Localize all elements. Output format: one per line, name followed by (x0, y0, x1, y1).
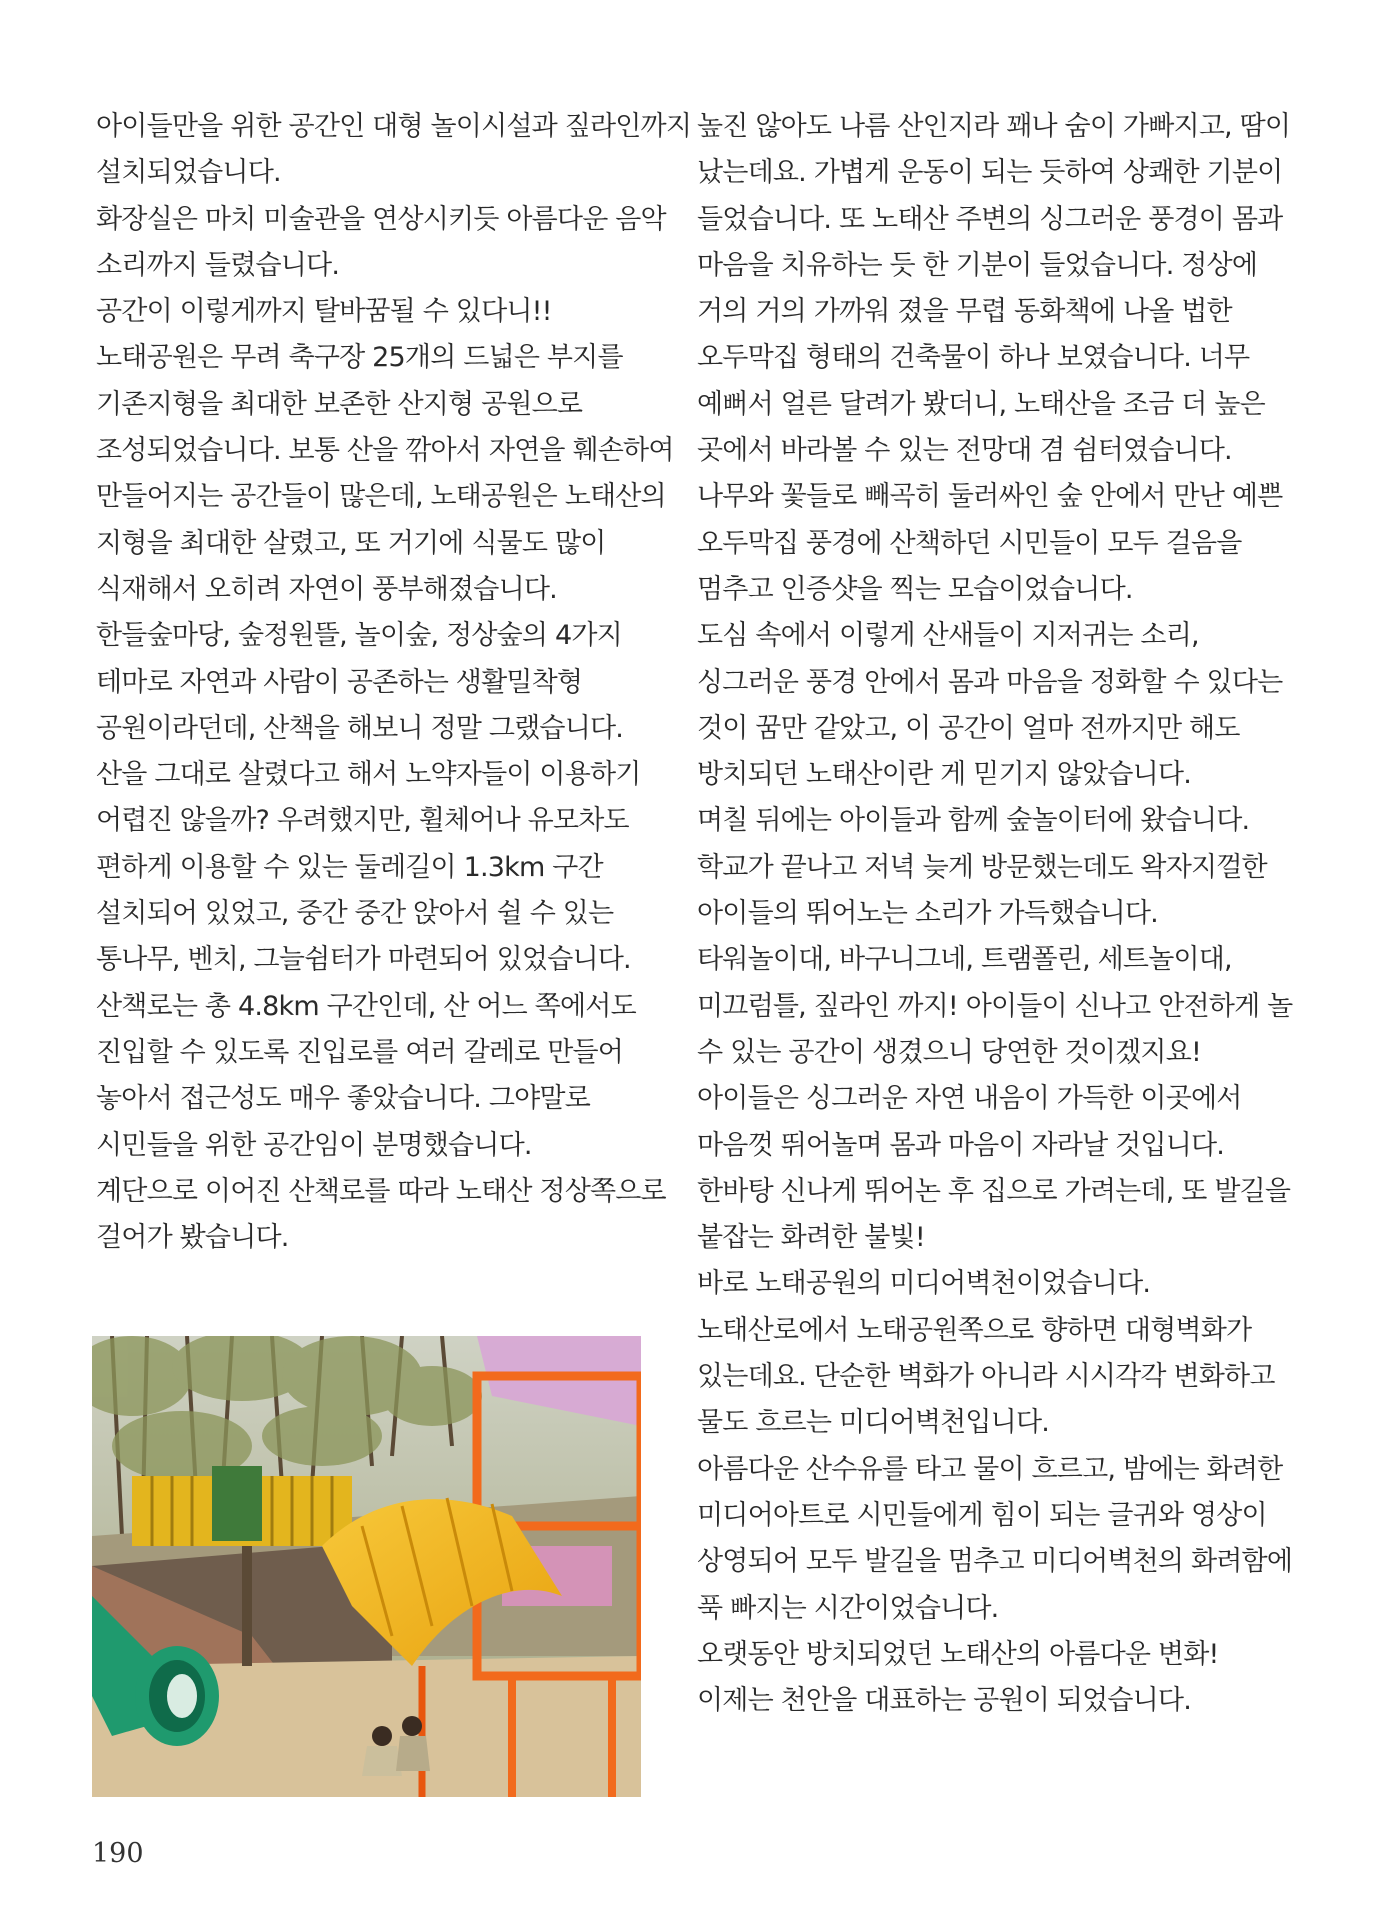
page-number: 190 (92, 1838, 144, 1869)
text-line: 마음을 치유하는 듯 한 기분이 들었습니다. 정상에 (697, 249, 1258, 281)
text-line: 시민들을 위한 공간임이 분명했습니다. (96, 1129, 532, 1161)
text-line: 거의 거의 가까워 졌을 무렵 동화책에 나올 법한 (697, 296, 1232, 328)
text-line: 조성되었습니다. 보통 산을 깎아서 자연을 훼손하여 (96, 435, 674, 467)
text-line: 싱그러운 풍경 안에서 몸과 마음을 정화할 수 있다는 (697, 666, 1283, 698)
text-line: 만들어지는 공간들이 많은데, 노태공원은 노태산의 (96, 481, 666, 513)
text-line: 걸어가 봤습니다. (96, 1222, 289, 1254)
text-line: 테마로 자연과 사람이 공존하는 생활밀착형 (96, 666, 583, 698)
text-line: 한바탕 신나게 뛰어논 후 집으로 가려는데, 또 발길을 (697, 1175, 1291, 1207)
text-line: 학교가 끝나고 저녁 늦게 방문했는데도 왁자지껄한 (697, 851, 1267, 883)
text-line: 오랫동안 방치되었던 노태산의 아름다운 변화! (697, 1638, 1219, 1670)
text-line: 멈추고 인증샷을 찍는 모습이었습니다. (697, 573, 1133, 605)
text-line: 아이들의 뛰어노는 소리가 가득했습니다. (697, 898, 1158, 930)
text-line: 곳에서 바라볼 수 있는 전망대 겸 쉼터였습니다. (697, 435, 1232, 467)
text-line: 물도 흐르는 미디어벽천입니다. (697, 1407, 1050, 1439)
text-line: 바로 노태공원의 미디어벽천이었습니다. (697, 1268, 1151, 1300)
text-line: 예뻐서 얼른 달려가 봤더니, 노태산을 조금 더 높은 (697, 388, 1265, 420)
text-line: 한들숲마당, 숲정원뜰, 놀이숲, 정상숲의 4가지 (96, 620, 622, 652)
text-line: 식재해서 오히려 자연이 풍부해졌습니다. (96, 573, 557, 605)
text-line: 타워놀이대, 바구니그네, 트램폴린, 세트놀이대, (697, 944, 1232, 976)
text-line: 설치되었습니다. (96, 157, 281, 189)
text-line: 화장실은 마치 미술관을 연상시키듯 아름다운 음악 (96, 203, 666, 235)
text-line: 통나무, 벤치, 그늘쉼터가 마련되어 있었습니다. (96, 944, 631, 976)
text-line: 편하게 이용할 수 있는 둘레길이 1.3km 구간 (96, 851, 603, 883)
text-line: 설치되어 있었고, 중간 중간 앉아서 쉴 수 있는 (96, 898, 614, 930)
text-line: 오두막집 형태의 건축물이 하나 보였습니다. 너무 (697, 342, 1250, 374)
text-line: 것이 꿈만 같았고, 이 공간이 얼마 전까지만 해도 (697, 712, 1240, 744)
text-line: 며칠 뒤에는 아이들과 함께 숲놀이터에 왔습니다. (697, 805, 1250, 837)
text-line: 들었습니다. 또 노태산 주변의 싱그러운 풍경이 몸과 (697, 203, 1283, 235)
text-line: 마음껏 뛰어놀며 몸과 마음이 자라날 것입니다. (697, 1129, 1225, 1161)
text-line: 기존지형을 최대한 보존한 산지형 공원으로 (96, 388, 583, 420)
text-line: 났는데요. 가볍게 운동이 되는 듯하여 상쾌한 기분이 (697, 157, 1283, 189)
text-line: 도심 속에서 이렇게 산새들이 지저귀는 소리, (697, 620, 1199, 652)
text-line: 수 있는 공간이 생겼으니 당연한 것이겠지요! (697, 1036, 1202, 1068)
text-line: 산책로는 총 4.8km 구간인데, 산 어느 쪽에서도 (96, 990, 636, 1022)
text-line: 미디어아트로 시민들에게 힘이 되는 글귀와 영상이 (697, 1499, 1267, 1531)
left-text-column (96, 104, 692, 1261)
text-line: 상영되어 모두 발길을 멈추고 미디어벽천의 화려함에 (697, 1546, 1293, 1578)
deck-post (242, 1546, 252, 1666)
text-line: 소리까지 들렸습니다. (96, 249, 340, 281)
text-line: 진입할 수 있도록 진입로를 여러 갈레로 만들어 (96, 1036, 624, 1068)
text-line: 아이들은 싱그러운 자연 내음이 가득한 이곳에서 (697, 1083, 1242, 1115)
text-line: 미끄럼틀, 짚라인 까지! 아이들이 신나고 안전하게 놀 (697, 990, 1293, 1022)
green-panel (212, 1466, 262, 1541)
text-line: 공간이 이렇게까지 탈바꿈될 수 있다니!! (96, 296, 552, 328)
text-line: 이제는 천안을 대표하는 공원이 되었습니다. (697, 1685, 1191, 1717)
text-line: 아름다운 산수유를 타고 물이 흐르고, 밤에는 화려한 (697, 1453, 1283, 1485)
text-line: 어렵진 않을까? 우려했지만, 휠체어나 유모차도 (96, 805, 629, 837)
text-line: 공원이라던데, 산책을 해보니 정말 그랬습니다. (96, 712, 624, 744)
text-line: 계단으로 이어진 산책로를 따라 노태산 정상쪽으로 (96, 1175, 666, 1207)
text-line: 있는데요. 단순한 벽화가 아니라 시시각각 변화하고 (697, 1361, 1275, 1393)
text-line: 푹 빠지는 시간이었습니다. (697, 1592, 999, 1624)
right-text-column (697, 104, 1317, 1724)
text-line: 높진 않아도 나름 산인지라 꽤나 숨이 가빠지고, 땀이 (697, 111, 1291, 142)
text-line: 오두막집 풍경에 산책하던 시민들이 모두 걸음을 (697, 527, 1242, 559)
text-line: 나무와 꽃들로 빼곡히 둘러싸인 숲 안에서 만난 예쁜 (697, 481, 1283, 513)
text-line: 지형을 최대한 살렸고, 또 거기에 식물도 많이 (96, 527, 606, 559)
text-line: 노태산로에서 노태공원쪽으로 향하면 대형벽화가 (697, 1314, 1252, 1346)
playground-photo (92, 1336, 641, 1797)
text-line: 노태공원은 무려 축구장 25개의 드넓은 부지를 (96, 342, 623, 374)
text-line: 산을 그대로 살렸다고 해서 노약자들이 이용하기 (96, 759, 641, 791)
text-line: 놓아서 접근성도 매우 좋았습니다. 그야말로 (96, 1083, 590, 1115)
text-line: 아이들만을 위한 공간인 대형 놀이시설과 짚라인까지 (96, 111, 692, 142)
text-line: 방치되던 노태산이란 게 믿기지 않았습니다. (697, 759, 1191, 791)
text-line: 붙잡는 화려한 불빛! (697, 1222, 925, 1254)
